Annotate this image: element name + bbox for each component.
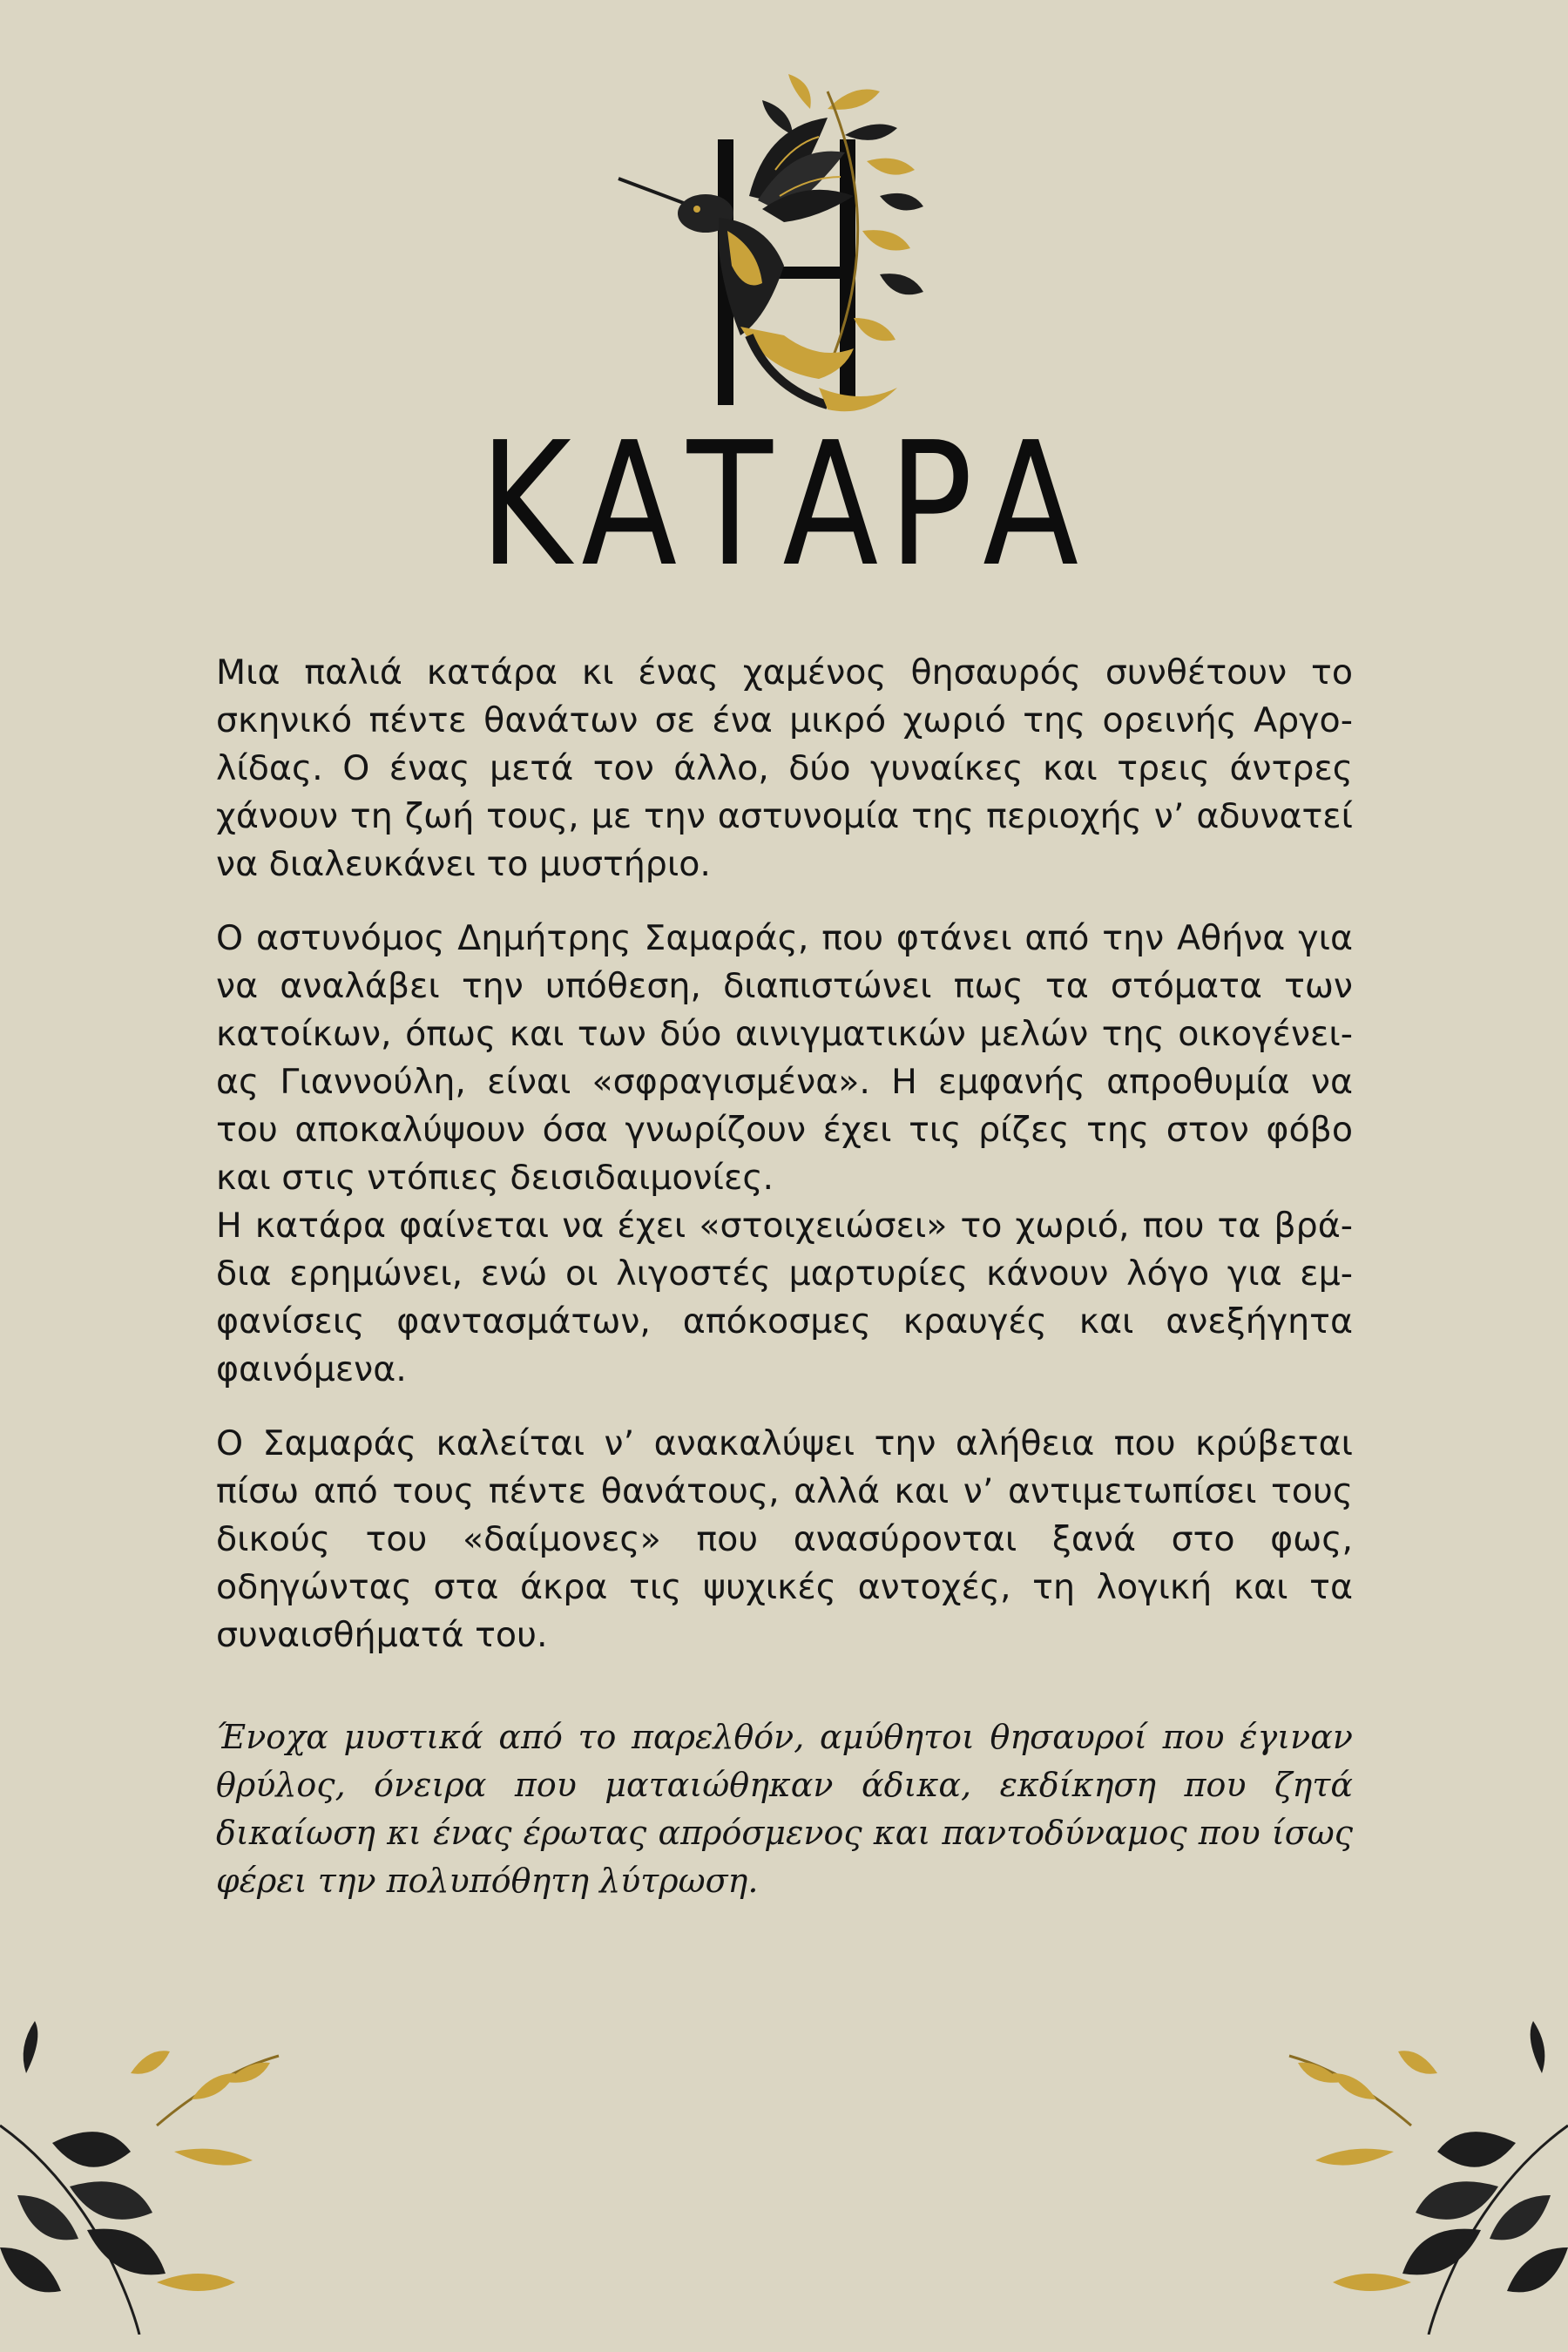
bird-wing xyxy=(749,118,854,222)
gold-leaves-top xyxy=(762,74,923,370)
blurb-paragraph: Η κατάρα φαίνεται να έχει «στοιχειώσει» το χωριό, που τα βράδια ερημώνει, ενώ οι λιγοστές μαρτυρίες κάνουν λόγο για εμφανίσεις φαντασμάτων, απόκοσμες κραυγές και ανεξήγητα φαινόμενα. xyxy=(216,1206,1353,1389)
blurb-paragraph: Ο Σαμαράς καλείται ν’ ανακαλύψει την αλήθεια που κρύβεται πίσω από τους πέντε θανάτους, αλλά και ν’ αντιμετωπίσει τους δικούς του «δαίμονες» που ανασύρονται ξανά στο φως, οδηγώντας στα άκρα τις ψυχικές αντοχές, τη λογική και τα συναισθήματά του. xyxy=(216,1423,1353,1655)
tagline: Ένοχα μυστικά από το παρελθόν, αμύθητοι θησαυροί που έγιναν θρύλος, όνειρα που ματαιώθηκαν άδικα, εκδίκηση που ζητά δικαίωση κι ένας έρωτας απρόσμενος και παντοδύναμος που ίσως φέρει την πολυπόθητη λύτρωση. xyxy=(216,1718,1353,1900)
hummingbird-illustration xyxy=(566,74,958,440)
blurb-paragraph: Μια παλιά κατάρα κι ένας χαμένος θησαυρός συνθέτουν το σκηνικό πέντε θανάτων σε ένα μικρό χωριό της ορεινής Αργολίδας. Ο ένας μετά τον άλλο, δύο γυναίκες και τρεις άντρες χάνουν τη ζωή τους, με την αστυνομία της περιοχής ν’ αδυνατεί να διαλευκάνει το μυστήριο. xyxy=(216,652,1353,884)
bird-body xyxy=(618,179,897,411)
title-block xyxy=(0,0,1568,627)
blurb xyxy=(216,649,1353,1931)
blurb-paragraph: Ο αστυνόμος Δημήτρης Σαμαράς, που φτάνει από την Αθήνα για να αναλάβει την υπόθεση, διαπιστώνει πως τα στόματα των κατοίκων, όπως και των δύο αινιγματικών μελών της οικογένειας Γιαννούλη, είναι «σφραγισμένα». Η εμφανής απροθυμία να του αποκαλύψουν όσα γνωρίζουν έχει τις ρίζες της στον φόβο και στις ντόπιες δεισιδαιμονίες. xyxy=(216,918,1353,1198)
leaf-ornament-bottom-right xyxy=(1272,2021,1568,2335)
book-title xyxy=(141,406,1427,605)
leaf-ornament-bottom-left xyxy=(0,2021,296,2335)
book-title-text: ΚΑΤΑΡΑ xyxy=(479,406,1089,605)
